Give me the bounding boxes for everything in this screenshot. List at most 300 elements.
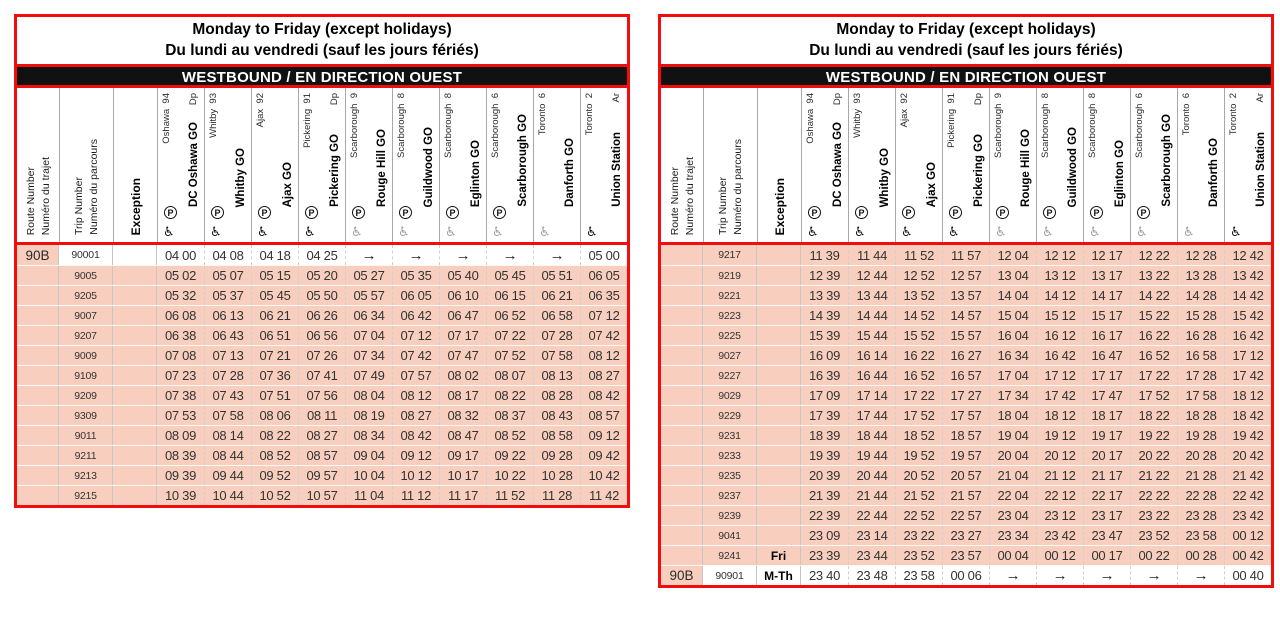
departure-time-cell: 05 20 (298, 266, 345, 285)
wheelchair-icon: ♿ (398, 225, 410, 240)
skip-stop-arrow-cell: → (392, 245, 439, 265)
departure-time-cell: 17 12 (1224, 346, 1271, 365)
route-number-cell (661, 426, 703, 445)
parking-icon: P (1090, 206, 1103, 219)
schedule-row (661, 485, 1271, 505)
trip-number-cell: 9223 (703, 306, 757, 325)
departure-time-cell: 12 12 (1036, 245, 1083, 265)
trip-number-cell: 9217 (703, 245, 757, 265)
departure-time-cell: 18 22 (1130, 406, 1177, 425)
departure-time-cell: 16 17 (1083, 326, 1130, 345)
departure-time-cell: 16 44 (848, 366, 895, 385)
departure-time-cell: 17 42 (1224, 366, 1271, 385)
exception-cell (113, 466, 157, 485)
departure-time-cell: 06 10 (439, 286, 486, 305)
departure-time-cell: 09 57 (298, 466, 345, 485)
station-header-guildwood-go (1036, 88, 1083, 242)
departure-time-cell: 07 22 (486, 326, 533, 345)
departure-time-cell: 15 39 (808, 328, 841, 343)
departure-time-cell: 07 38 (164, 388, 197, 403)
fare-zone-label: Scarborough 6 (490, 93, 501, 158)
departure-time-cell: 12 39 (808, 268, 841, 283)
departure-time-cell: 17 14 (848, 386, 895, 405)
schedule-row (661, 365, 1271, 385)
departure-time-cell: 22 17 (1083, 486, 1130, 505)
exception-cell (113, 366, 157, 385)
departure-time-cell: 23 04 (989, 506, 1036, 525)
departure-time-cell: 06 58 (533, 306, 580, 325)
schedule-row (661, 385, 1271, 405)
station-header-dc-oshawa-go (801, 88, 848, 242)
exception-cell (113, 346, 157, 365)
departure-time-cell: 16 39 (808, 368, 841, 383)
departure-time-cell: 18 12 (1036, 406, 1083, 425)
departure-time-cell: 16 12 (1036, 326, 1083, 345)
departure-time-cell: 23 22 (1130, 506, 1177, 525)
route-number-cell (661, 366, 703, 385)
route-number-cell (661, 386, 703, 405)
departure-time-cell: 16 42 (1224, 326, 1271, 345)
departure-time-cell: 07 57 (392, 366, 439, 385)
station-name: Scarborough GO (1161, 114, 1173, 207)
departure-time-cell: 18 52 (895, 426, 942, 445)
route-number-cell (661, 266, 703, 285)
departure-time-cell: 16 58 (1177, 346, 1224, 365)
station-name: Pickering GO (329, 134, 341, 207)
route-number-cell: 90B (17, 245, 59, 265)
departure-time-cell: 23 57 (942, 546, 989, 565)
departure-time-cell: 23 12 (1036, 506, 1083, 525)
departure-time-cell: 07 42 (392, 346, 439, 365)
departure-time-cell: 16 34 (989, 346, 1036, 365)
departure-time-cell: 08 27 (392, 406, 439, 425)
route-number-cell (17, 386, 59, 405)
wheelchair-icon: ♿ (948, 225, 960, 240)
schedule-row (661, 345, 1271, 365)
departure-time-cell: 15 04 (989, 306, 1036, 325)
schedule-body (17, 245, 627, 505)
wheelchair-icon: ♿ (1136, 225, 1148, 240)
column-header-row (17, 88, 627, 245)
route-number-cell (17, 266, 59, 285)
departure-time-cell: 14 39 (808, 308, 841, 323)
departure-time-cell: 05 45 (251, 286, 298, 305)
departure-time-cell: 23 28 (1177, 506, 1224, 525)
departure-time-cell: 14 44 (848, 306, 895, 325)
wheelchair-icon: ♿ (257, 225, 269, 240)
route-number-cell (17, 346, 59, 365)
station-name: Eglinton GO (1114, 139, 1126, 207)
fare-zone-label: Whitby 93 (852, 93, 863, 138)
parking-icon: P (211, 206, 224, 219)
departure-time-cell: 07 43 (204, 386, 251, 405)
departure-time-cell: 16 22 (895, 346, 942, 365)
departure-time-cell: 08 47 (439, 426, 486, 445)
departure-time-cell: 22 12 (1036, 486, 1083, 505)
wheelchair-icon: ♿ (351, 225, 363, 240)
station-name: Pickering GO (973, 134, 985, 207)
departure-time-cell: 04 25 (298, 245, 345, 265)
departure-time-cell: 12 42 (1224, 245, 1271, 265)
departure-time-cell: 07 28 (204, 366, 251, 385)
departure-time-cell: 09 22 (486, 446, 533, 465)
wheelchair-icon: ♿ (163, 225, 175, 240)
departure-time-cell: 08 12 (392, 386, 439, 405)
schedule-row (661, 525, 1271, 545)
exception-cell (113, 386, 157, 405)
departure-time-cell: 14 04 (989, 286, 1036, 305)
parking-icon: P (305, 206, 318, 219)
departure-time-cell: 05 02 (164, 268, 197, 283)
departure-time-cell: 08 09 (164, 428, 197, 443)
departure-time-cell: 08 14 (204, 426, 251, 445)
skip-stop-arrow-cell: → (1130, 566, 1177, 585)
exception-label: Exception (772, 177, 787, 235)
wheelchair-icon: ♿ (304, 225, 316, 240)
departure-time-cell: 11 44 (848, 245, 895, 265)
departure-time-cell: 00 04 (989, 546, 1036, 565)
departure-time-cell: 10 22 (486, 466, 533, 485)
departure-time-cell: 23 48 (848, 566, 895, 585)
departure-time-cell: 06 42 (392, 306, 439, 325)
departure-time-cell: 05 45 (486, 266, 533, 285)
departure-time-cell: 17 28 (1177, 366, 1224, 385)
exception-cell (757, 346, 801, 365)
departure-time-cell: 22 52 (895, 506, 942, 525)
exception-cell (757, 266, 801, 285)
departure-time-cell: 23 22 (895, 526, 942, 545)
station-header-dc-oshawa-go (157, 88, 204, 242)
route-number-cell (661, 526, 703, 545)
route-number-cell (661, 446, 703, 465)
departure-time-cell: 12 04 (989, 245, 1036, 265)
skip-stop-arrow-cell: → (1177, 566, 1224, 585)
schedule-row (17, 485, 627, 505)
departure-time-cell: 05 32 (164, 288, 197, 303)
departure-time-cell: 12 57 (942, 266, 989, 285)
station-header-eglinton-go (1083, 88, 1130, 242)
departure-time-cell: 14 57 (942, 306, 989, 325)
departure-time-cell: 08 27 (580, 366, 627, 385)
trip-number-label-en: Trip Number (73, 177, 85, 235)
departure-time-cell: 08 58 (533, 426, 580, 445)
fare-zone-label: Scarborough 6 (1134, 93, 1145, 158)
skip-stop-arrow-cell: → (486, 245, 533, 265)
departure-time-cell: 07 53 (164, 408, 197, 423)
exception-cell (757, 386, 801, 405)
service-days-title (661, 17, 1271, 67)
schedule-row (661, 505, 1271, 525)
exception-cell: Fri (757, 546, 801, 565)
trip-number-cell: 9109 (59, 366, 113, 385)
parking-icon: P (258, 206, 271, 219)
fare-zone-label: Pickering 91 (946, 93, 957, 148)
fare-zone-label: Scarborough 8 (1087, 93, 1098, 158)
wheelchair-icon: ♿ (901, 225, 913, 240)
departure-time-cell: 00 06 (942, 566, 989, 585)
departure-time-cell: 06 21 (251, 306, 298, 325)
departure-time-cell: 13 04 (989, 266, 1036, 285)
trip-number-cell: 9219 (703, 266, 757, 285)
departure-time-cell: 05 27 (345, 266, 392, 285)
station-header-pickering-go (942, 88, 989, 242)
route-number-header (17, 88, 59, 242)
route-number-cell (661, 346, 703, 365)
departure-time-cell: 12 44 (848, 266, 895, 285)
trip-number-cell: 9239 (703, 506, 757, 525)
departure-time-cell: 07 21 (251, 346, 298, 365)
schedule-row (17, 265, 627, 285)
exception-cell (113, 266, 157, 285)
station-header-eglinton-go (439, 88, 486, 242)
route-number-label-en: Route Number (668, 166, 681, 235)
departure-time-cell: 17 47 (1083, 386, 1130, 405)
departure-time-cell: 23 39 (808, 548, 841, 563)
departure-time-cell: 22 42 (1224, 486, 1271, 505)
wheelchair-icon: ♿ (1089, 225, 1101, 240)
departure-time-cell: 08 44 (204, 446, 251, 465)
departure-time-cell: 20 57 (942, 466, 989, 485)
departure-time-cell: 00 40 (1224, 566, 1271, 585)
departure-time-cell: 07 34 (345, 346, 392, 365)
route-number-cell (17, 366, 59, 385)
route-number-cell (17, 446, 59, 465)
depart-arrive-label: Dp (973, 93, 984, 106)
exception-header (757, 88, 801, 242)
wheelchair-icon: ♿ (539, 225, 551, 240)
skip-stop-arrow-cell: → (439, 245, 486, 265)
departure-time-cell: 23 52 (895, 546, 942, 565)
title-french: Du lundi au vendredi (sauf les jours fériés) (165, 42, 479, 59)
departure-time-cell: 08 42 (580, 386, 627, 405)
departure-time-cell: 16 28 (1177, 326, 1224, 345)
fare-zone-label: Toronto 6 (1181, 93, 1192, 136)
departure-time-cell: 15 22 (1130, 306, 1177, 325)
departure-time-cell: 23 47 (1083, 526, 1130, 545)
departure-time-cell: 08 32 (439, 406, 486, 425)
departure-time-cell: 08 42 (392, 426, 439, 445)
departure-time-cell: 05 07 (204, 266, 251, 285)
departure-time-cell: 20 42 (1224, 446, 1271, 465)
station-name: Rouge Hill GO (1020, 129, 1032, 207)
exception-cell (757, 486, 801, 505)
wheelchair-icon: ♿ (1230, 225, 1242, 240)
departure-time-cell: 08 37 (486, 406, 533, 425)
departure-time-cell: 17 52 (1130, 386, 1177, 405)
station-header-whitby-go (204, 88, 251, 242)
departure-time-cell: 07 17 (439, 326, 486, 345)
station-name: Rouge Hill GO (376, 129, 388, 207)
station-name: Union Station (1255, 132, 1267, 207)
departure-time-cell: 05 37 (204, 286, 251, 305)
route-number-cell (17, 486, 59, 505)
departure-time-cell: 09 12 (392, 446, 439, 465)
departure-time-cell: 09 42 (580, 446, 627, 465)
departure-time-cell: 16 09 (808, 348, 841, 363)
departure-time-cell: 17 34 (989, 386, 1036, 405)
departure-time-cell: 07 04 (345, 326, 392, 345)
trip-number-cell: 9205 (59, 286, 113, 305)
parking-icon: P (446, 206, 459, 219)
departure-time-cell: 07 12 (580, 306, 627, 325)
departure-time-cell: 10 39 (164, 488, 197, 503)
route-number-cell (661, 406, 703, 425)
exception-cell (113, 326, 157, 345)
station-header-pickering-go (298, 88, 345, 242)
trip-number-cell: 9009 (59, 346, 113, 365)
departure-time-cell: 23 27 (942, 526, 989, 545)
trip-number-cell: 9225 (703, 326, 757, 345)
departure-time-cell: 10 12 (392, 466, 439, 485)
departure-time-cell: 14 28 (1177, 286, 1224, 305)
fare-zone-label: Pickering 91 (302, 93, 313, 148)
departure-time-cell: 06 34 (345, 306, 392, 325)
station-name: Ajax GO (282, 161, 294, 207)
exception-label: Exception (128, 177, 143, 235)
parking-icon: P (399, 206, 412, 219)
schedule-row (17, 465, 627, 485)
departure-time-cell: 07 12 (392, 326, 439, 345)
route-number-cell (661, 245, 703, 265)
exception-cell (757, 286, 801, 305)
exception-cell (113, 406, 157, 425)
departure-time-cell: 10 42 (580, 466, 627, 485)
departure-time-cell: 08 22 (486, 386, 533, 405)
departure-time-cell: 06 51 (251, 326, 298, 345)
departure-time-cell: 07 51 (251, 386, 298, 405)
fare-zone-label: Scarborough 9 (349, 93, 360, 158)
departure-time-cell: 09 28 (533, 446, 580, 465)
trip-number-cell: 9215 (59, 486, 113, 505)
departure-time-cell: 14 22 (1130, 286, 1177, 305)
station-name: Ajax GO (926, 161, 938, 207)
route-number-cell (17, 406, 59, 425)
departure-time-cell: 15 52 (895, 326, 942, 345)
exception-cell (113, 446, 157, 465)
departure-time-cell: 12 28 (1177, 245, 1224, 265)
departure-time-cell: 19 17 (1083, 426, 1130, 445)
departure-time-cell: 12 52 (895, 266, 942, 285)
departure-time-cell: 11 52 (486, 486, 533, 505)
skip-stop-arrow-cell: → (1083, 566, 1130, 585)
exception-header (113, 88, 157, 242)
departure-time-cell: 08 06 (251, 406, 298, 425)
departure-time-cell: 07 52 (486, 346, 533, 365)
departure-time-cell: 08 57 (580, 406, 627, 425)
departure-time-cell: 21 28 (1177, 466, 1224, 485)
station-header-scarborough-go (486, 88, 533, 242)
trip-number-cell: 9229 (703, 406, 757, 425)
departure-time-cell: 06 21 (533, 286, 580, 305)
station-name: Danforth GO (1208, 138, 1220, 207)
departure-time-cell: 04 18 (251, 245, 298, 265)
departure-time-cell: 16 27 (942, 346, 989, 365)
trip-number-cell: 9211 (59, 446, 113, 465)
wheelchair-icon: ♿ (1183, 225, 1195, 240)
departure-time-cell: 13 12 (1036, 266, 1083, 285)
route-number-label-fr: Numéro du trajet (683, 156, 696, 235)
departure-time-cell: 10 44 (204, 486, 251, 505)
station-name: Scarborough GO (517, 114, 529, 207)
departure-time-cell: 21 44 (848, 486, 895, 505)
departure-time-cell: 08 12 (580, 346, 627, 365)
skip-stop-arrow-cell: → (345, 245, 392, 265)
departure-time-cell: 06 47 (439, 306, 486, 325)
schedule-row (17, 445, 627, 465)
route-number-cell (661, 546, 703, 565)
trip-number-cell: 9227 (703, 366, 757, 385)
parking-icon: P (808, 206, 821, 219)
fare-zone-label: Ajax 92 (899, 93, 910, 128)
departure-time-cell: 14 52 (895, 306, 942, 325)
departure-time-cell: 08 04 (345, 386, 392, 405)
departure-time-cell: 17 42 (1036, 386, 1083, 405)
route-number-cell (661, 286, 703, 305)
departure-time-cell: 10 04 (345, 466, 392, 485)
fare-zone-label: Scarborough 8 (443, 93, 454, 158)
schedule-row (17, 325, 627, 345)
schedule-row (661, 465, 1271, 485)
exception-cell (757, 526, 801, 545)
departure-time-cell: 18 44 (848, 426, 895, 445)
timetable-panel-evening (658, 14, 1274, 588)
departure-time-cell: 17 22 (895, 386, 942, 405)
departure-time-cell: 05 57 (345, 286, 392, 305)
station-name: Union Station (611, 132, 623, 207)
skip-stop-arrow-cell: → (989, 566, 1036, 585)
exception-cell (113, 245, 157, 265)
wheelchair-icon: ♿ (586, 225, 598, 240)
route-number-cell (661, 506, 703, 525)
departure-time-cell: 08 34 (345, 426, 392, 445)
exception-cell (113, 286, 157, 305)
route-number-cell (17, 306, 59, 325)
departure-time-cell: 22 57 (942, 506, 989, 525)
departure-time-cell: 13 22 (1130, 266, 1177, 285)
station-name: Whitby GO (235, 147, 247, 207)
fare-zone-label: Whitby 93 (208, 93, 219, 138)
departure-time-cell: 17 52 (895, 406, 942, 425)
timetable-panel-morning (14, 14, 630, 508)
route-number-cell (17, 466, 59, 485)
departure-time-cell: 08 11 (298, 406, 345, 425)
depart-arrive-label: Ar (611, 93, 622, 103)
station-name: DC Oshawa GO (832, 122, 844, 207)
trip-number-cell: 9029 (703, 386, 757, 405)
departure-time-cell: 08 52 (251, 446, 298, 465)
departure-time-cell: 19 22 (1130, 426, 1177, 445)
departure-time-cell: 19 12 (1036, 426, 1083, 445)
departure-time-cell: 17 44 (848, 406, 895, 425)
route-number-cell (661, 486, 703, 505)
departure-time-cell: 08 52 (486, 426, 533, 445)
departure-time-cell: 10 28 (533, 466, 580, 485)
departure-time-cell: 09 52 (251, 466, 298, 485)
exception-cell (757, 245, 801, 265)
station-header-guildwood-go (392, 88, 439, 242)
departure-time-cell: 19 44 (848, 446, 895, 465)
departure-time-cell: 05 50 (298, 286, 345, 305)
departure-time-cell: 08 22 (251, 426, 298, 445)
depart-arrive-label: Dp (832, 93, 843, 106)
departure-time-cell: 20 17 (1083, 446, 1130, 465)
schedule-row (17, 285, 627, 305)
exception-cell (757, 466, 801, 485)
fare-zone-label: Ajax 92 (255, 93, 266, 128)
trip-number-cell: 9233 (703, 446, 757, 465)
exception-cell (757, 306, 801, 325)
column-header-row (661, 88, 1271, 245)
